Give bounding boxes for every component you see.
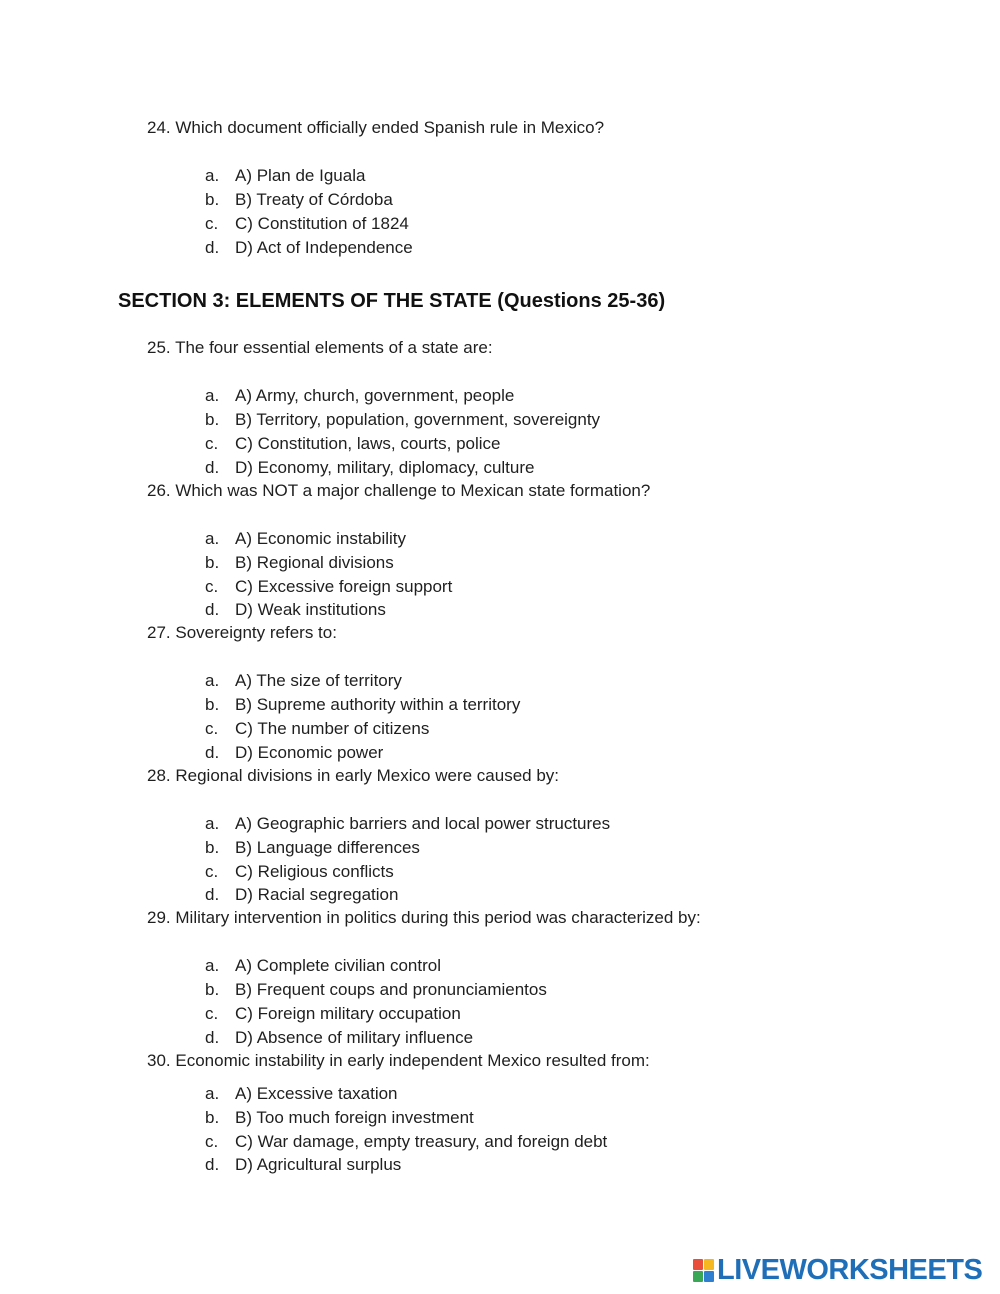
- brand-name: LIVEWORKSHEETS: [717, 1254, 983, 1286]
- question-26: 26. Which was NOT a major challenge to Mexican state formation?: [147, 481, 651, 500]
- question-24: 24. Which document officially ended Spanish rule in Mexico?: [147, 118, 605, 137]
- question-30-option-c: c. C) War damage, empty treasury, and foreign debt: [205, 1132, 608, 1151]
- question-26-option-a: a. A) Economic instability: [205, 529, 407, 548]
- question-29-option-b: b. B) Frequent coups and pronunciamientos: [205, 980, 547, 999]
- question-24-option-c: c. C) Constitution of 1824: [205, 214, 409, 233]
- liveworksheets-logo-icon: [693, 1259, 714, 1282]
- question-27-option-b: b. B) Supreme authority within a territory: [205, 695, 521, 714]
- question-24-option-b: b. B) Treaty of Córdoba: [205, 190, 393, 209]
- question-24-option-d: d. D) Act of Independence: [205, 238, 413, 257]
- question-30: 30. Economic instability in early independent Mexico resulted from:: [147, 1051, 650, 1070]
- question-28: 28. Regional divisions in early Mexico were caused by:: [147, 766, 560, 785]
- question-27-option-a: a. A) The size of territory: [205, 671, 402, 690]
- question-28-option-b: b. B) Language differences: [205, 838, 420, 857]
- question-25-option-a: a. A) Army, church, government, people: [205, 386, 515, 405]
- question-27-option-d: d. D) Economic power: [205, 743, 384, 762]
- section-heading: SECTION 3: ELEMENTS OF THE STATE (Questions 25-36): [118, 290, 666, 312]
- question-29-option-d: d. D) Absence of military influence: [205, 1028, 474, 1047]
- question-25-option-c: c. C) Constitution, laws, courts, police: [205, 434, 501, 453]
- question-30-option-d: d. D) Agricultural surplus: [205, 1155, 402, 1174]
- question-26-option-d: d. D) Weak institutions: [205, 600, 386, 619]
- question-29-option-c: c. C) Foreign military occupation: [205, 1004, 461, 1023]
- question-29-option-a: a. A) Complete civilian control: [205, 956, 441, 975]
- question-26-option-c: c. C) Excessive foreign support: [205, 577, 453, 596]
- question-25-option-b: b. B) Territory, population, government, sovereignty: [205, 410, 601, 429]
- question-30-option-a: a. A) Excessive taxation: [205, 1084, 398, 1103]
- question-24-option-a: a. A) Plan de Iguala: [205, 166, 366, 185]
- liveworksheets-brand[interactable]: [693, 1255, 982, 1285]
- question-25-option-d: d. D) Economy, military, diplomacy, culture: [205, 458, 535, 477]
- question-27-option-c: c. C) The number of citizens: [205, 719, 430, 738]
- question-27: 27. Sovereignty refers to:: [147, 623, 337, 642]
- question-28-option-a: a. A) Geographic barriers and local power structures: [205, 814, 611, 833]
- question-26-option-b: b. B) Regional divisions: [205, 553, 394, 572]
- question-28-option-c: c. C) Religious conflicts: [205, 862, 394, 881]
- question-28-option-d: d. D) Racial segregation: [205, 885, 399, 904]
- question-25: 25. The four essential elements of a state are:: [147, 338, 493, 357]
- question-30-option-b: b. B) Too much foreign investment: [205, 1108, 474, 1127]
- question-29: 29. Military intervention in politics during this period was characterized by:: [147, 908, 701, 927]
